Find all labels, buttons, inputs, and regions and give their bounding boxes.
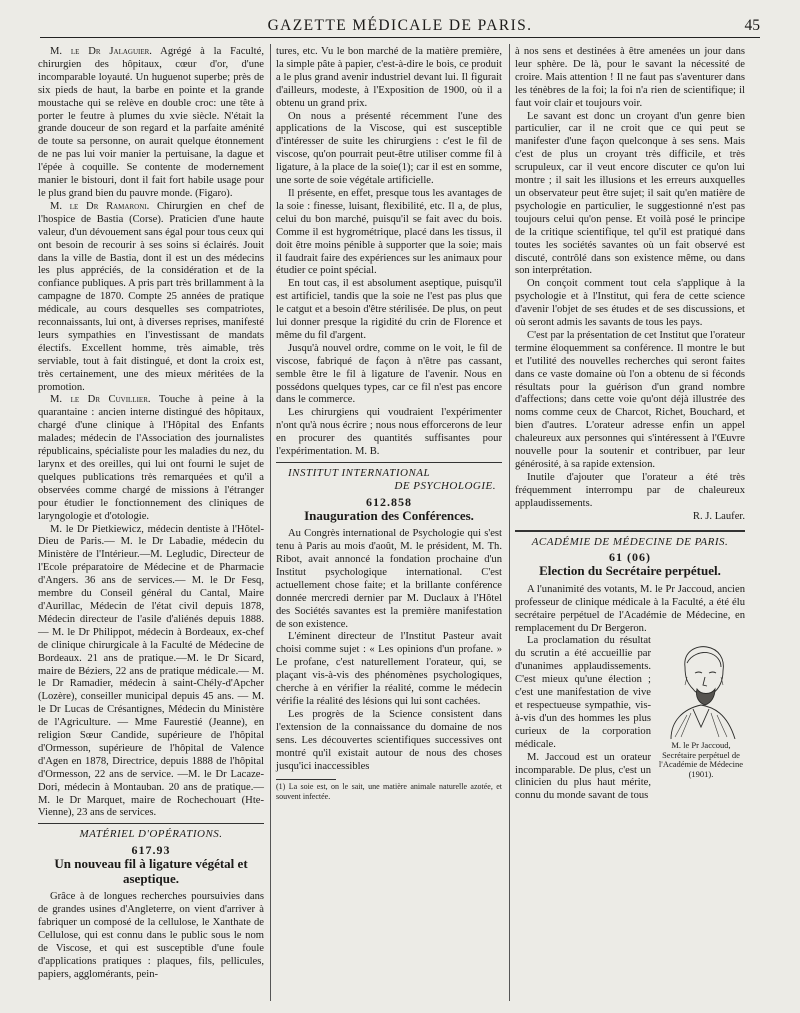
article-paragraph: Au Congrès international de Psychologie qui s'est tenu à Paris au mois d'août, M. le président, M. Th. Ribot, avait annoncé la fondation prochaine d'un Institut psychologique international. C'est actuellement chose faite; et la brillante conférence donnée mercredi dernier par M. Duclaux à l'Hôtel des Sociétés savantes est la première manifestation de son existence.	[276, 528, 502, 630]
section-rule	[515, 530, 745, 532]
entry-list: M. le Dr Pietkiewicz, médecin dentiste à l'Hôtel-Dieu de Paris.— M. le Dr Labadie, médecin du Ministère de l'Intérieur.—M. Legludic, Directeur de l'Ecole préparatoire de Médecine et de Pharmacie d'Angers. 36 ans de services.— M. le Dr Fesq, membre du Conseil général du Cantal, Maire d'Aurillac, Médecin de l'état civil depuis 1878, Médecin directeur de l'asile d'aliénés depuis 1888. — M. le Dr Philippot, médecin à Bordeaux, ex-chef de clinique chirurgicale à la Faculté de Médecine de Bordeaux. 21 ans de pratique.—M. le Dr Sicard, maire de Béziers, 22 ans de pratique médicale.— M. le Dr Ramadier, médecin à saint-Chély-d'Apcher (Lozère), conseiller municipal depuis 45 ans. — M. le Dr Lucas de Crésantignes, Médecin du Ministère de l'Agriculture. — Mme Faurestié (Jeanne), en religion Sœur Candide, supérieure de l'hôpital d'Ormesson, supérieure de l'hôpital de Valence d'Agen en 1878, Directrice, depuis 1888 de l'hôpital d'Ormesson, 22 ans de service. —M. le Dr Lacaze-Dori, médecin à Montauban. 20 ans de pratique.— M. le Dr Marquet, maire de Rochechouart (Hte-Vienne), 23 ans de services.	[38, 523, 264, 819]
section-number: 617.93	[131, 843, 171, 858]
article-paragraph: Le savant est donc un croyant d'un genre bien particulier, car il ne croit que ce qui peut se manifester d'une façon quelconque à ses sens. Mais c'est de plus un croyant très difficile, et très scrupuleux, car il veut encore discuter ce qu'on lui montre ; il sait les illusions et les erreurs auxquelles un observateur peut être sujet; il sait qu'en matière de psychologie en particulier, le suggestionné n'est pas toujours celui qu'on pense. Et voilà posé le principe de la critique scientifique, tel qu'il est pratiqué dans toutes les sociétés savantes où un fait observé est discuté, contrôlé dans son existence même, ou dans son interprétation.	[515, 110, 745, 277]
column-2	[276, 46, 502, 801]
caption-title: Secrétaire perpétuel de l'Académie de Médecine (1901).	[658, 749, 744, 779]
footnote-rule	[276, 779, 336, 780]
article-paragraph: M. Jaccoud est un orateur incomparable. De plus, c'est un clinicien du plus haut mérite, connu du monde savant de tous	[515, 751, 651, 802]
article-paragraph: C'est par la présentation de cet Institut que l'orateur termine éloquemment sa conférence. Il montre le but et l'utilité des nouvelles recherches qui seront faites dans ce vaste domaine où l'on a obtenu de si féconds résultats pour la guérison d'un grand nombre d'affections; dans cette voie qu'ont déjà illustrée des noms comme ceux de Charcot, Richet, Bouchard, et bien d'autres. L'orateur adresse enfin un appel chaleureux aux personnes qui s'intéressent à l'Œuvre nouvelle pour la soutenir et contribuer, par leur générosité, à sa rapide extension.	[515, 329, 745, 470]
entry-cuvillier: M. le Dr Cuvillier. Touche à peine à la quarantaine : ancien interne distingué des hôpitaux, chargé d'une clinique à l'Hôpital des Enfants malades; médecin de l'Association des journalistes républicains, spécialiste pour les maladies du nez, du larynx et des oreilles, qui lui ont fourni le sujet de quelques publications très remarquées et qu'il a observées comme chargé de missions à l'étranger pour étudier le fonctionnement des cliniques de laryngologie et d'otologie.	[38, 394, 264, 522]
article-paragraph: En tout cas, il est absolument aseptique, puisqu'il est artificiel, tandis que la soie ne l'est pas plus que le catgut et a besoin d'être stérilisée. De plus, on peut lui donner presque la rigidité du crin de Florence et même du fil d'argent.	[276, 278, 502, 341]
article-heading: Un nouveau fil à ligature végétal et aseptique.	[54, 856, 248, 886]
section-rule	[276, 462, 502, 463]
footnote: (1) La soie est, on le sait, une matière animale naturelle azotée, et souvent infectée.	[276, 782, 502, 801]
column-rule-left	[270, 44, 271, 1001]
article-paragraph: A l'unanimité des votants, M. le Pr Jaccoud, ancien professeur de clinique médicale à la Faculté, a été élu secrétaire perpétuel de l'Académie de Médecine, en remplacement du Dr Bergeron.	[515, 583, 745, 634]
article-paragraph: tures, etc. Vu le bon marché de la matière première, la simple pâte à papier, c'est-à-dire le bois, ce produit a le plus grand avenir industriel devant lui. Il figurait d'ailleurs, modeste, à l'Exposition de 1900, où il a obtenu un grand prix.	[276, 46, 502, 109]
section-rule	[38, 823, 264, 824]
article-paragraph: On conçoit comment tout cela s'applique à la psychologie et à l'Institut, qui fera de cette science d'avenir l'objet de ses études et de ses discussions, et où seront admis les savants de tous les pays.	[515, 278, 745, 329]
section-title: ACADÉMIE DE MÉDECINE DE PARIS.	[531, 535, 729, 548]
signature: M. B.	[355, 446, 380, 458]
article-paragraph: Grâce à de longues recherches poursuivies dans de grandes usines d'Angleterre, on vient d'arriver à fabriquer un composé de la cellulose, le Xanthate de Cellulose, qui est connu dans le public sous le nom de Viscose, et qui est susceptible d'une foule d'applications pratiques : plaques, fils, pellicules, papiers, agglomérants, pein-	[38, 891, 264, 980]
section-number: 61 (06)	[609, 550, 651, 565]
running-header	[40, 17, 760, 37]
column-3	[515, 46, 745, 803]
column-1	[38, 46, 264, 982]
article-heading: Inauguration des Conférences.	[304, 507, 474, 523]
column-rule-right	[509, 44, 510, 1001]
journal-title: GAZETTE MÉDICALE DE PARIS.	[267, 17, 533, 34]
caption-name: M. le Pr Jaccoud,	[671, 740, 731, 751]
header-rule	[40, 37, 760, 38]
portrait-caption	[657, 741, 745, 779]
entry-ramaroni: M. le Dr Ramaroni. Chirurgien en chef de l'hospice de Bastia (Corse). Praticien d'une haute valeur, d'un dévouement sans égal pour tous ceux qui ont besoin de recourir à ses soins si éclairés. Jouit dans la ville de Bastia, dont il est un des médecins les plus appréciés, de la considération et de la confiance publiques. A pris part très brillamment à la campagne de 1870. Compte 25 années de pratique médicale, au cours desquelles ses compatriotes, reconnaissants, lui ont, à diverses reprises, manifesté leurs sympathies en l'investissant de mandats électifs. Excellent homme, très aimable, très serviable, tout à fait distingué, et dont la croix est, très certainement, une des mieux méritées de la promotion.	[38, 200, 265, 393]
article-paragraph: Il présente, en effet, presque tous les avantages de la soie : finesse, luisant, flexibilité, etc. Il a, de plus, celui du bon marché, puisqu'il se fait avec du bois. Comme il est hygrométrique, placé dans les tissus, il doit être moins pénible à supporter que la soie; mais il faudrait faire des expériences sur les animaux pour étudier ce point spécial.	[276, 187, 502, 277]
article-paragraph: à nos sens et destinées à être amenées un jour dans leur sphère. De là, pour le savant la nécessité de croire. Mais attention ! Il ne faut pas s'aventurer dans les ténèbres de la foi; la foi n'a rien de scientifique; il faut voir clair et toujours voir.	[515, 46, 745, 109]
article-paragraph: L'éminent directeur de l'Institut Pasteur avait choisi comme sujet : « Les opinions d'un profane. » Le profane, c'est naturellement l'orateur, qui, se plaçant vis-à-vis des phénomènes psychologiques, cherche à en vérifier la réalité, comme le médecin vérifie la réalité des lésions qui lui sont cachées.	[276, 631, 502, 707]
section-title-line1: INSTITUT INTERNATIONAL	[288, 467, 431, 479]
portrait-engraving	[657, 637, 745, 739]
signature: R. J. Laufer.	[692, 510, 745, 522]
section-title-line2: DE PSYCHOLOGIE.	[394, 479, 496, 492]
article-paragraph: Inutile d'ajouter que l'orateur a été très fréquemment interrompu par de chaleureux applaudissements.	[515, 471, 745, 509]
article-heading: Election du Secrétaire perpétuel.	[539, 563, 721, 579]
article-paragraph: On nous a présenté récemment l'une des applications de la Viscose, qui est susceptible d'intéresser de suite les chirurgiens : c'est le fil de viscose, qu'on pourrait peut-être utiliser comme fil à ligature, à la place de la soie(1); car il est en somme, une sorte de soie végétale artificielle.	[276, 110, 502, 187]
article-paragraph: Jusqu'à nouvel ordre, comme on le voit, le fil de viscose, fabriqué de façon à n'être pas cassant, semble être le fil à ligature de l'avenir. Nous en possédons quelques types, car ce fil n'est pas encore dans le commerce.	[276, 342, 502, 406]
article-paragraph: Les chirurgiens qui voudraient l'expérimenter n'ont qu'à nous écrire ; nous nous efforcerons de leur en procurer des quantités suffisantes pour l'expérimentation. M. B.	[276, 407, 502, 458]
page-number: 45	[744, 17, 760, 34]
section-number: 612.858	[366, 494, 412, 509]
entry-jalaguier: M. le Dr Jalaguier. Agrégé à la Faculté, chirurgien des hôpitaux, cœur d'or, d'une incomparable loyauté. Un huguenot superbe; près de six pieds de haut, la barbe en pointe et la grande moustache qui se relève en double croc: une tête à porter le feutre à plumes du xvie siècle. N'était la grande douceur de son regard et la parfaite aménité de toute sa personne, on aurait quelque étonnement de ne pas lui voir manier la pertuisane, la dague et l'épée à coquille. Se contente de modernement manier le bistouri, dont il fait fort habile usage pour le plus grand bien du pauvre monde. (Figaro).	[38, 46, 264, 199]
article-paragraph: La proclamation du résultat du scrutin a été accueillie par d'unanimes applaudissements. C'est mieux qu'une élection ; c'est une manifestation de vive et respectueuse sympathie, vis-à-vis d'un des hommes les plus curieux de la corporation médicale.	[515, 635, 651, 750]
article-paragraph: Les progrès de la Science consistent dans l'extension de la connaissance du domaine de nos sens. Les découvertes scientifiques successives ont montré qu'il existait autour de nous des choses jusqu'ici inaccessibles	[276, 708, 502, 772]
section-title: MATÉRIEL D'OPÉRATIONS.	[79, 828, 223, 841]
